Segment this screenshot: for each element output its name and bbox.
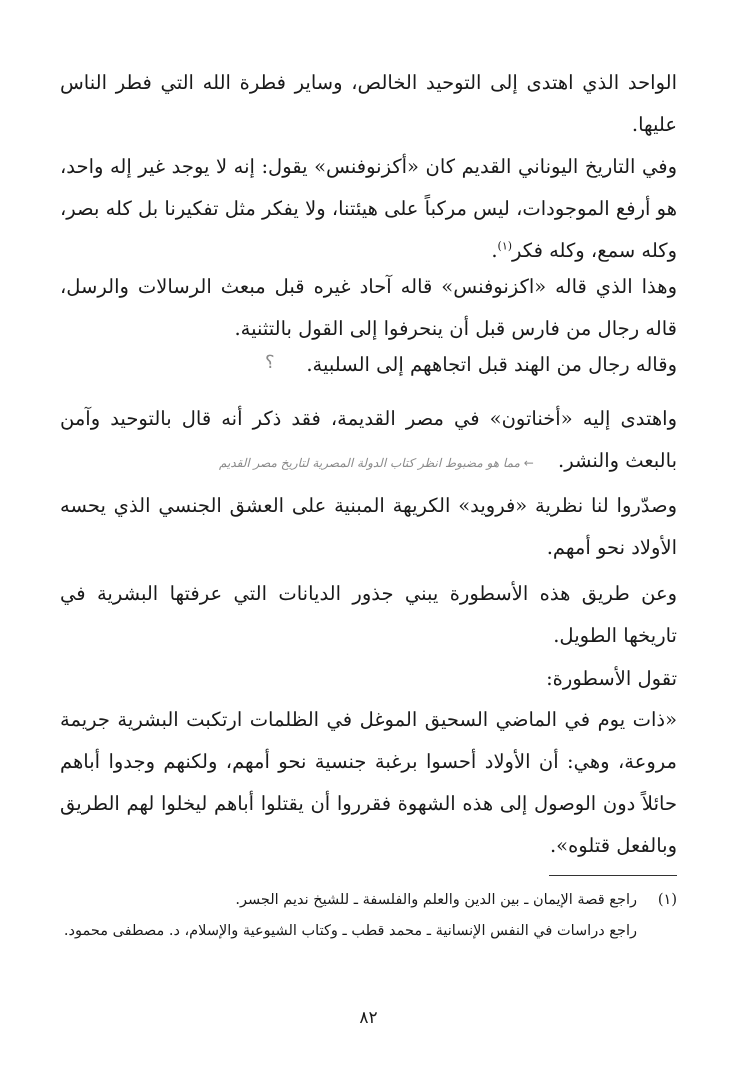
paragraph-9 bbox=[60, 699, 677, 867]
paragraph-8-text: تقول الأسطورة: bbox=[546, 667, 677, 690]
paragraph-4-text: وقاله رجال من الهند قبل اتجاههم إلى السلبية. bbox=[306, 353, 677, 376]
handwritten-question-mark: ؟ bbox=[265, 352, 275, 373]
paragraph-4 bbox=[60, 344, 677, 386]
handwritten-margin-note: ← مما هو مضبوط انظر كتاب الدولة المصرية لتاريخ مصر القديم bbox=[219, 456, 534, 470]
page-number: ٨٢ bbox=[359, 1008, 378, 1028]
footnote-1-line-1: راجع قصة الإيمان ـ بين الدين والعلم والفلسفة ـ للشيخ نديم الجسر. bbox=[235, 892, 637, 908]
footnote-1-number: (١) bbox=[657, 892, 677, 908]
footnote-reference: (١) bbox=[497, 239, 513, 253]
paragraph-3-text: وهذا الذي قاله «اكزنوفنس» قاله آحاد غيره قبل مبعث الرسالات والرسل، قاله رجال من فارس قبل أن ينحرفوا إلى القول بالتثنية. bbox=[60, 275, 677, 340]
footnote-1-continuation bbox=[60, 918, 637, 944]
paragraph-7-text: وعن طريق هذه الأسطورة يبني جذور الديانات التي عرفتها البشرية في تاريخها الطويل. bbox=[60, 582, 677, 647]
paragraph-2-end: . bbox=[491, 239, 498, 262]
paragraph-5 bbox=[60, 398, 677, 484]
footnote-divider bbox=[549, 875, 677, 876]
paragraph-7 bbox=[60, 573, 677, 657]
paragraph-8 bbox=[60, 658, 677, 700]
paragraph-6 bbox=[60, 485, 677, 569]
paragraph-9-text: «ذات يوم في الماضي السحيق الموغل في الظلمات ارتكبت البشرية جريمة مروعة، وهي: أن الأولاد أحسوا برغبة جنسية نحو أمهم، ولكنهم وجدوا أباهم حائلاً دون الوصول إلى هذه الشهوة فقرروا أن يقتلوا أباهم ليخلوا لهم الطريق وبالفعل قتلوه». bbox=[60, 708, 677, 857]
paragraph-6-text: وصدّروا لنا نظرية «فرويد» الكريهة المبنية على العشق الجنسي الذي يحسه الأولاد نحو أمهم. bbox=[60, 494, 677, 559]
paragraph-2-text: وفي التاريخ اليوناني القديم كان «أكزنوفنس» يقول: إنه لا يوجد غير إله واحد، هو أرفع الموجودات، ليس مركباً على هيئتنا، ولا يفكر مثل تفكيرنا بل كله بصر، وكله سمع، وكله فكر bbox=[60, 155, 677, 262]
paragraph-2 bbox=[60, 146, 677, 272]
paragraph-1-text: الواحد الذي اهتدى إلى التوحيد الخالص، وساير فطرة الله التي فطر الناس عليها. bbox=[60, 71, 677, 136]
paragraph-5-text: واهتدى إليه «أخناتون» في مصر القديمة، فقد ذكر أنه قال بالتوحيد وآمن بالبعث والنشر. bbox=[60, 407, 677, 472]
paragraph-3 bbox=[60, 266, 677, 350]
paragraph-1 bbox=[60, 62, 677, 146]
footnote-1-line-2: راجع دراسات في النفس الإنسانية ـ محمد قطب ـ وكتاب الشيوعية والإسلام، د. مصطفى محمود. bbox=[63, 923, 637, 939]
footnote-1 bbox=[60, 887, 677, 913]
